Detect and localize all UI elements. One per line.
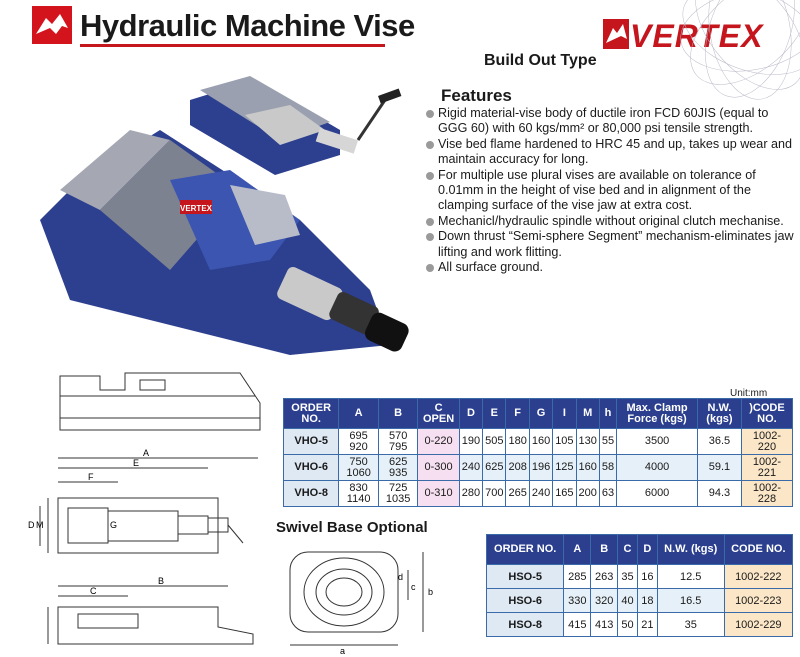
col-header: ORDER NO. bbox=[487, 535, 564, 565]
table-cell: 130 bbox=[576, 429, 599, 455]
dim-label-a: A bbox=[143, 448, 150, 458]
table-cell: 165 bbox=[553, 481, 576, 507]
col-header: )CODE NO. bbox=[741, 399, 792, 429]
table-cell: 3500 bbox=[617, 429, 698, 455]
table-cell: 1002-222 bbox=[724, 565, 792, 589]
title-underline bbox=[80, 44, 385, 47]
table-cell: 12.5 bbox=[657, 565, 724, 589]
table-cell: VHO-5 bbox=[284, 429, 339, 455]
vise-top-view-drawing bbox=[28, 448, 273, 573]
col-header: I bbox=[553, 399, 576, 429]
unit-label: Unit:mm bbox=[730, 388, 768, 399]
dim-label-b-lower: b bbox=[428, 587, 434, 597]
table-cell: 695 920 bbox=[339, 429, 379, 455]
table-cell: 4000 bbox=[617, 455, 698, 481]
table-cell: HSO-6 bbox=[487, 589, 564, 613]
table-cell: 180 bbox=[506, 429, 529, 455]
features-list bbox=[426, 106, 798, 275]
col-header: CODE NO. bbox=[724, 535, 792, 565]
large-vise-image bbox=[40, 130, 411, 355]
table-cell: 16.5 bbox=[657, 589, 724, 613]
dim-label-g: G bbox=[110, 520, 118, 530]
table-cell: 105 bbox=[553, 429, 576, 455]
table-cell: 160 bbox=[576, 455, 599, 481]
table-cell: 1002-228 bbox=[741, 481, 792, 507]
col-header: G bbox=[529, 399, 552, 429]
table-cell: 1002-223 bbox=[724, 589, 792, 613]
table-row bbox=[487, 565, 793, 589]
table-cell: 505 bbox=[483, 429, 506, 455]
feature-item: Vise bed flame hardened to HRC 45 and up, takes up wear and maintain accuracy for long. bbox=[426, 137, 798, 168]
table-cell: 94.3 bbox=[697, 481, 741, 507]
table-cell: 1002-220 bbox=[741, 429, 792, 455]
table-cell: 0-300 bbox=[418, 455, 459, 481]
col-header: M bbox=[576, 399, 599, 429]
table-cell: 35 bbox=[657, 613, 724, 637]
col-header: B bbox=[378, 399, 418, 429]
table-cell: 0-310 bbox=[418, 481, 459, 507]
page-subtitle: Build Out Type bbox=[484, 52, 597, 69]
table-cell: 6000 bbox=[617, 481, 698, 507]
dim-label-d-lower: d bbox=[398, 572, 404, 582]
table-cell: HSO-8 bbox=[487, 613, 564, 637]
table-row bbox=[284, 481, 793, 507]
table-row bbox=[487, 589, 793, 613]
table-row bbox=[284, 429, 793, 455]
feature-item: All surface ground. bbox=[426, 260, 798, 275]
table-cell: 1002-229 bbox=[724, 613, 792, 637]
table-cell: 36.5 bbox=[697, 429, 741, 455]
table-cell: 35 bbox=[618, 565, 638, 589]
dim-label-c: C bbox=[90, 586, 97, 596]
table-cell: 750 1060 bbox=[339, 455, 379, 481]
col-header: A bbox=[564, 535, 591, 565]
swivel-base-heading: Swivel Base Optional bbox=[276, 519, 428, 536]
feature-item: Rigid material-vise body of ductile iron FCD 60JIS (equal to GGG 60) with 60 kgs/mm² or 80,000 psi tensile strength. bbox=[426, 106, 798, 137]
vise-product-image bbox=[40, 70, 430, 360]
table-cell: 265 bbox=[506, 481, 529, 507]
table-cell: 240 bbox=[529, 481, 552, 507]
features-heading: Features bbox=[441, 86, 512, 105]
table-cell: 240 bbox=[459, 455, 482, 481]
col-header: C OPEN bbox=[418, 399, 459, 429]
table-cell: 413 bbox=[591, 613, 618, 637]
dim-label-e: E bbox=[133, 458, 140, 468]
table-cell: 625 935 bbox=[378, 455, 418, 481]
dim-label-b: B bbox=[158, 576, 165, 586]
table-cell: 570 795 bbox=[378, 429, 418, 455]
table-cell: 625 bbox=[483, 455, 506, 481]
vise-front-view-drawing bbox=[28, 572, 273, 657]
col-header: N.W. (kgs) bbox=[697, 399, 741, 429]
guilloche-decoration bbox=[600, 0, 800, 110]
dim-label-f: F bbox=[88, 472, 94, 482]
brand-logo-icon bbox=[32, 6, 72, 44]
table-cell: 0-220 bbox=[418, 429, 459, 455]
swivel-base-drawing bbox=[278, 540, 448, 655]
col-header: ORDER NO. bbox=[284, 399, 339, 429]
table-cell: 415 bbox=[564, 613, 591, 637]
col-header: E bbox=[483, 399, 506, 429]
small-vise-image bbox=[190, 76, 401, 175]
feature-item: For multiple use plural vises are available on tolerance of 0.01mm in the height of vise bed and in alignment of the clamping surface of the vise jaw at extra cost. bbox=[426, 168, 798, 214]
table-row bbox=[284, 455, 793, 481]
col-header: F bbox=[506, 399, 529, 429]
table-cell: 160 bbox=[529, 429, 552, 455]
vise-side-view-drawing bbox=[40, 368, 265, 438]
table-cell: 830 1140 bbox=[339, 481, 379, 507]
vise-badge-label: VERTEX bbox=[179, 204, 213, 213]
table-cell: 285 bbox=[564, 565, 591, 589]
table-cell: VHO-8 bbox=[284, 481, 339, 507]
table-cell: 200 bbox=[576, 481, 599, 507]
table-cell: 190 bbox=[459, 429, 482, 455]
page-title: Hydraulic Machine Vise bbox=[80, 8, 415, 43]
table-cell: 208 bbox=[506, 455, 529, 481]
table-cell: 320 bbox=[591, 589, 618, 613]
col-header: D bbox=[459, 399, 482, 429]
table-cell: 1002-221 bbox=[741, 455, 792, 481]
feature-item: Down thrust “Semi-sphere Segment” mechanism-eliminates jaw lifting and work flitting. bbox=[426, 229, 798, 260]
table-cell: 58 bbox=[599, 455, 616, 481]
table-row bbox=[487, 613, 793, 637]
table-cell: HSO-5 bbox=[487, 565, 564, 589]
table-cell: 55 bbox=[599, 429, 616, 455]
col-header: A bbox=[339, 399, 379, 429]
table-cell: 63 bbox=[599, 481, 616, 507]
table-cell: 330 bbox=[564, 589, 591, 613]
brand-name: VERTEX bbox=[630, 18, 764, 54]
dim-label-c-lower: c bbox=[411, 582, 416, 592]
table-cell: VHO-6 bbox=[284, 455, 339, 481]
table-cell: 21 bbox=[637, 613, 657, 637]
col-header: N.W. (kgs) bbox=[657, 535, 724, 565]
table-cell: 16 bbox=[637, 565, 657, 589]
dim-label-d: D bbox=[28, 520, 35, 530]
table-cell: 18 bbox=[637, 589, 657, 613]
table-cell: 40 bbox=[618, 589, 638, 613]
table-cell: 263 bbox=[591, 565, 618, 589]
feature-item: Mechanicl/hydraulic spindle without original clutch mechanise. bbox=[426, 214, 798, 229]
col-header: B bbox=[591, 535, 618, 565]
col-header: D bbox=[637, 535, 657, 565]
dim-label-a-lower: a bbox=[340, 646, 346, 655]
table-cell: 59.1 bbox=[697, 455, 741, 481]
col-header: h bbox=[599, 399, 616, 429]
table-cell: 700 bbox=[483, 481, 506, 507]
table-cell: 196 bbox=[529, 455, 552, 481]
dim-label-m: M bbox=[36, 520, 44, 530]
table-cell: 125 bbox=[553, 455, 576, 481]
vho-spec-table bbox=[283, 398, 793, 507]
table-cell: 280 bbox=[459, 481, 482, 507]
hso-spec-table bbox=[486, 534, 793, 637]
col-header: Max. Clamp Force (kgs) bbox=[617, 399, 698, 429]
table-cell: 725 1035 bbox=[378, 481, 418, 507]
col-header: C bbox=[618, 535, 638, 565]
table-cell: 50 bbox=[618, 613, 638, 637]
